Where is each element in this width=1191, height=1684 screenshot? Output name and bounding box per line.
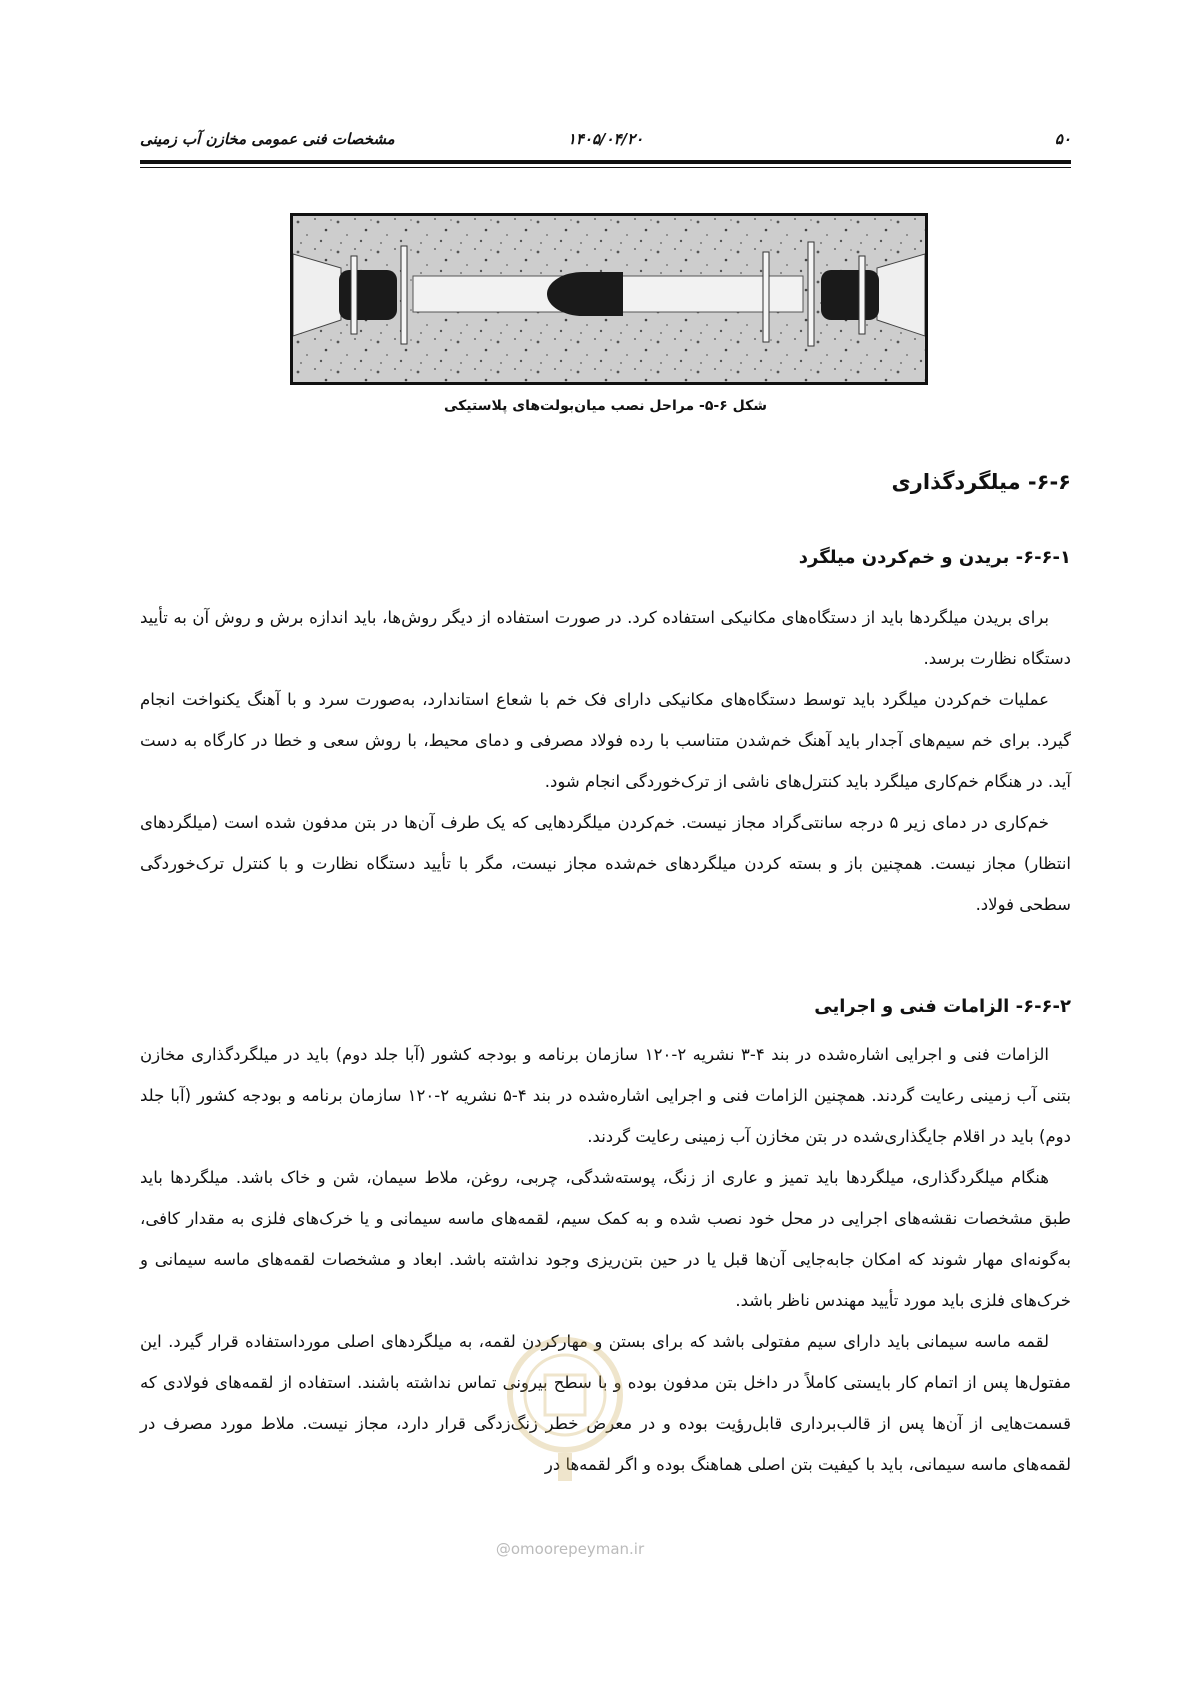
subsection-1-body bbox=[140, 597, 1071, 925]
section-heading: ۶-۶- میلگردگذاری bbox=[891, 470, 1071, 494]
running-header bbox=[140, 128, 1071, 160]
figure-plastic-tie-bolts bbox=[290, 213, 928, 385]
header-title: مشخصات فنی عمومی مخازن آب زمینی bbox=[140, 130, 395, 148]
paragraph: الزامات فنی و اجرایی اشاره‌شده در بند ۴-۳ نشریه ۲-۱۲۰ سازمان برنامه و بودجه کشور (آبا جلد دوم) باید در میلگردگذاری مخازن بتنی آب زمینی رعایت گردند. همچنین الزامات فنی و اجرایی اشاره‌شده در بند ۴-۵ نشریه ۲-۱۲۰ سازمان برنامه و بودجه کشور (آبا جلد دوم) باید در اقلام جایگذاری‌شده در بتن مخازن آب زمینی رعایت گردند. bbox=[140, 1045, 1071, 1146]
page-number: ۵۰ bbox=[1054, 130, 1071, 148]
paragraph: برای بریدن میلگردها باید از دستگاه‌های مکانیکی استفاده کرد. در صورت استفاده از دیگر روش‌ها، باید اندازه برش و روش آن به تأیید دستگاه نظارت برسد. bbox=[140, 608, 1071, 668]
figure-caption: شکل ۶-۵- مراحل نصب میان‌بولت‌های پلاستیکی bbox=[443, 398, 767, 414]
watermark-site: @omoorepeyman.ir bbox=[495, 1540, 645, 1558]
paragraph: هنگام میلگردگذاری، میلگردها باید تمیز و عاری از زنگ، پوسته‌شدگی، چربی، روغن، ملاط سیمان، شن و خاک باشد. میلگردها باید طبق مشخصات نقشه‌های اجرایی در محل خود نصب شده و به کمک سیم، لقمه‌های ماسه سیمانی و یا خرک‌های فلزی به مقدار کافی، به‌گونه‌ای مهار شوند که امکان جابه‌جایی آن‌ها قبل یا در حین بتن‌ریزی وجود نداشته باشد. ابعاد و مشخصات لقمه‌های ماسه سیمانی و خرک‌های فلزی باید مورد تأیید مهندس ناظر باشد. bbox=[140, 1168, 1071, 1310]
tie-bolt-illustration bbox=[293, 216, 925, 382]
subsection-heading-2: ۶-۶-۲- الزامات فنی و اجرایی bbox=[814, 996, 1071, 1017]
subsection-heading-1: ۶-۶-۱- بریدن و خم‌کردن میلگرد bbox=[798, 547, 1071, 568]
header-rule-thick bbox=[140, 160, 1071, 164]
paragraph: خم‌کاری در دمای زیر ۵ درجه سانتی‌گراد مجاز نیست. خم‌کردن میلگردهایی که یک طرف آن‌ها در بتن مدفون شده است (میلگردهای انتظار) مجاز نیست. همچنین باز و بسته کردن میلگردهای خم‌شده مجاز نیست، مگر با تأیید دستگاه نظارت و با کنترل ترک‌خوردگی سطحی فولاد. bbox=[140, 813, 1071, 914]
header-rule-thin bbox=[140, 167, 1071, 168]
paragraph: عملیات خم‌کردن میلگرد باید توسط دستگاه‌های مکانیکی دارای فک خم با شعاع استاندارد، به‌صورت سرد و با آهنگ یکنواخت انجام گیرد. برای خم سیم‌های آجدار باید آهنگ خم‌شدن متناسب با رده فولاد مصرفی و دمای محیط، با روش سعی و خطا در کارگاه به دست آید. در هنگام خم‌کاری میلگرد باید کنترل‌های ناشی از ترک‌خوردگی انجام شود. bbox=[140, 690, 1071, 791]
seal-logo-icon bbox=[500, 1335, 630, 1485]
header-date: ۱۴۰۵/۰۴/۲۰ bbox=[567, 130, 644, 148]
paragraph: لقمه ماسه سیمانی باید دارای سیم مفتولی باشد که برای بستن و مهارکردن لقمه، به میلگردهای اصلی مورداستفاده قرار گیرد. این مفتول‌ها پس از اتمام کار بایستی کاملاً در داخل بتن مدفون بوده و با سطح بیرونی تماس نداشته باشند. استفاده از لقمه‌های فولادی که قسمت‌هایی از آن‌ها پس از قالب‌برداری قابل‌رؤیت بوده و در معرض خطر زنگ‌زدگی قرار دارد، مجاز نیست. ملاط مورد مصرف در لقمه‌های ماسه سیمانی، باید با کیفیت بتن اصلی هماهنگ بوده و اگر لقمه‌ها در bbox=[140, 1332, 1071, 1474]
